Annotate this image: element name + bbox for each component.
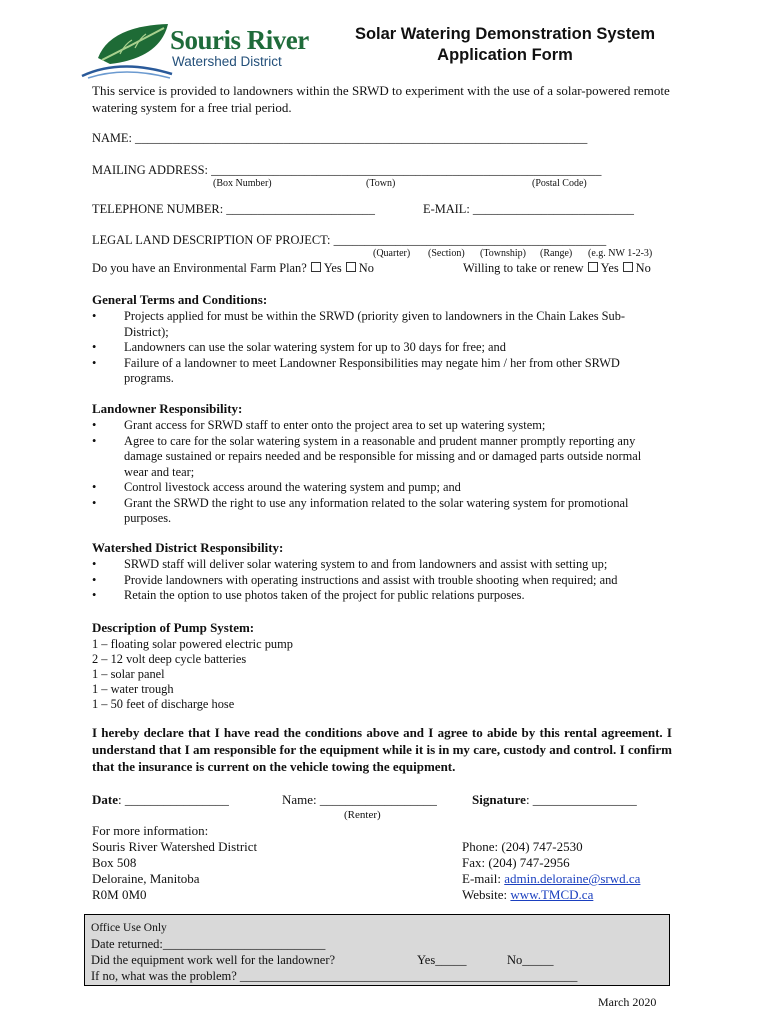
list-item: • Projects applied for must be within the SRWD (priority given to landowners in the Chain Lakes Sub-District);: [92, 309, 640, 340]
list-item: • Failure of a landowner to meet Landowner Responsibilities may negate him / her from other SRWD programs.: [92, 356, 640, 387]
list-item: • SRWD staff will deliver solar watering system to and from landowners and assist with setting up;: [92, 557, 662, 573]
logo-wordmark: [170, 26, 309, 70]
efp-question-row: [92, 261, 374, 276]
township-label: (Township): [480, 248, 526, 259]
postal-code-label: (Postal Code): [532, 178, 587, 189]
logo-name-line2: Watershed District: [172, 54, 282, 69]
org-box: Box 508: [92, 855, 137, 870]
more-info-label: For more information:: [92, 823, 209, 838]
section-label: (Section): [428, 248, 465, 259]
pump-section: [92, 620, 293, 712]
signature-line: : ________________: [525, 792, 637, 807]
footer-date: March 2020: [598, 995, 657, 1009]
logo-name-line1: Souris River: [170, 25, 309, 55]
watershed-heading: Watershed District Responsibility:: [92, 540, 284, 555]
efp-no-checkbox[interactable]: [346, 262, 356, 272]
title-line2: Application Form: [437, 46, 573, 64]
date-returned-field[interactable]: Date returned:__________________________: [91, 937, 326, 951]
fax: Fax: (204) 747-2956: [462, 855, 570, 870]
equipment-question: Did the equipment work well for the landowner?: [91, 953, 336, 967]
town-label: (Town): [366, 178, 396, 189]
problem-field[interactable]: If no, what was the problem? ______________________________________________________: [91, 969, 578, 983]
date-label: Date: [92, 792, 118, 807]
legal-land-field[interactable]: LEGAL LAND DESCRIPTION OF PROJECT: ____________________________________________: [92, 233, 607, 247]
general-terms-heading: General Terms and Conditions:: [92, 292, 268, 307]
quarter-label: (Quarter): [373, 248, 411, 259]
renter-label: (Renter): [344, 809, 381, 821]
title-line1: Solar Watering Demonstration System: [354, 25, 656, 43]
list-item: • Landowners can use the solar watering system for up to 30 days for free; and: [92, 340, 640, 356]
pump-item: 2 – 12 volt deep cycle batteries: [92, 652, 247, 666]
website-label: Website:: [462, 887, 511, 902]
srwd-logo-graphic: [80, 18, 175, 80]
org-name: Souris River Watershed District: [92, 839, 258, 854]
signature-label: Signature: [472, 792, 526, 807]
org-city: Deloraine, Manitoba: [92, 871, 200, 886]
list-item: • Retain the option to use photos taken of the project for public relations purposes.: [92, 588, 662, 604]
intro-text: This service is provided to landowners within the SRWD to experiment with the use of a solar-powered remote watering system for a free trial period.: [92, 83, 670, 115]
box-number-label: (Box Number): [213, 178, 272, 189]
page-title: [330, 24, 680, 66]
range-label: (Range): [540, 248, 573, 259]
pump-heading: Description of Pump System:: [92, 620, 255, 635]
list-item: • Grant access for SRWD staff to enter onto the project area to set up watering system;: [92, 418, 662, 434]
watershed-section: [92, 540, 662, 604]
declaration-text: I hereby declare that I have read the conditions above and I agree to abide by this rental agreement. I understand that I am responsible for the equipment while it is in my care, custody and control. I confirm that the insurance is current on the vehicle towing the equipment.: [92, 725, 672, 774]
contact-left: [92, 823, 257, 903]
efp-question: Do you have an Environmental Farm Plan?: [92, 261, 307, 275]
pump-item: 1 – solar panel: [92, 667, 165, 681]
general-terms-section: [92, 292, 640, 387]
renew-no-checkbox[interactable]: [623, 262, 633, 272]
pump-item: 1 – water trough: [92, 682, 174, 696]
email-field[interactable]: E-MAIL: __________________________: [423, 202, 634, 216]
name-signing-field[interactable]: Name: __________________: [282, 792, 437, 807]
phone: Phone: (204) 747-2530: [462, 839, 583, 854]
landowner-section: [92, 401, 662, 527]
efp-yes-checkbox[interactable]: [311, 262, 321, 272]
org-postal: R0M 0M0: [92, 887, 147, 902]
list-item: • Control livestock access around the watering system and pump; and: [92, 480, 662, 496]
renew-question: Willing to take or renew: [463, 261, 584, 275]
renew-yes-checkbox[interactable]: [588, 262, 598, 272]
efp-no-label: No: [358, 261, 374, 275]
office-title: Office Use Only: [91, 922, 167, 934]
office-no-field[interactable]: No_____: [507, 953, 554, 967]
signature-field[interactable]: [472, 792, 637, 808]
office-use-box: [84, 914, 670, 986]
name-field[interactable]: NAME: _________________________________________________________________________: [92, 131, 588, 145]
email-link[interactable]: admin.deloraine@srwd.ca: [504, 871, 641, 886]
office-yes-field[interactable]: Yes_____: [417, 953, 467, 967]
contact-right: [462, 839, 640, 903]
renew-no-label: No: [635, 261, 651, 275]
date-line: : ________________: [118, 792, 229, 807]
renew-question-row: [463, 261, 651, 276]
telephone-field[interactable]: TELEPHONE NUMBER: ________________________: [92, 202, 375, 216]
efp-yes-label: Yes: [323, 261, 342, 275]
website-link[interactable]: www.TMCD.ca: [510, 887, 594, 902]
landowner-heading: Landowner Responsibility:: [92, 401, 243, 416]
list-item: • Grant the SRWD the right to use any information related to the solar watering system for promotional purposes.: [92, 496, 662, 527]
pump-item: 1 – 50 feet of discharge hose: [92, 697, 235, 711]
mailing-address-field[interactable]: MAILING ADDRESS: _______________________________________________________________: [92, 163, 602, 177]
example-label: (e.g. NW 1-2-3): [588, 248, 653, 259]
list-item: • Agree to care for the solar watering system in a reasonable and prudent manner promptly reporting any damage sustained or repairs needed and be responsible for missing and or damaged parts outside normal wear and tear;: [92, 434, 662, 481]
email-contact-label: E-mail:: [462, 871, 505, 886]
pump-item: 1 – floating solar powered electric pump: [92, 637, 293, 651]
list-item: • Provide landowners with operating instructions and assist with trouble shooting when required; and: [92, 573, 662, 589]
date-field[interactable]: [92, 792, 229, 808]
renew-yes-label: Yes: [600, 261, 619, 275]
